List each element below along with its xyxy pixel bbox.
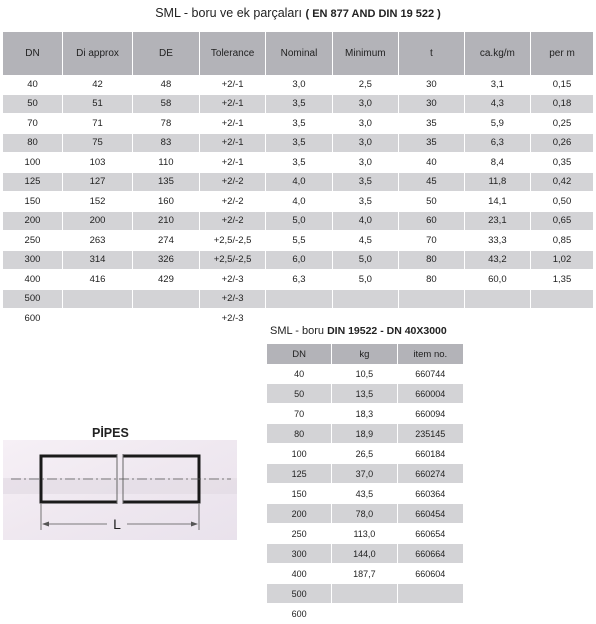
table-cell: 30 xyxy=(399,94,465,114)
table2-title-text: SML - boru xyxy=(270,325,325,337)
table-cell: +2/-2 xyxy=(199,211,265,231)
table-cell: 600 xyxy=(267,604,332,624)
table-cell: 71 xyxy=(62,114,132,134)
table-cell xyxy=(397,604,463,624)
col-de: DE xyxy=(133,32,200,75)
table-cell: 10,5 xyxy=(332,364,397,384)
table-cell: 4,0 xyxy=(266,192,332,212)
table-cell: 78 xyxy=(133,114,200,134)
table-row xyxy=(3,231,593,251)
table-cell: 429 xyxy=(133,270,200,290)
table-cell: 660654 xyxy=(397,524,463,544)
table-cell: 60,0 xyxy=(464,270,530,290)
table-cell: 40 xyxy=(267,364,332,384)
table-cell: 40 xyxy=(3,75,62,94)
table-cell: 78,0 xyxy=(332,504,397,524)
table-cell: 4,0 xyxy=(332,211,398,231)
table-cell: +2/-3 xyxy=(199,270,265,290)
table-cell: +2/-3 xyxy=(199,309,265,329)
col-item-no: item no. xyxy=(397,344,463,364)
table-cell: 135 xyxy=(133,172,200,192)
table-cell: 0,18 xyxy=(531,94,594,114)
table-cell: 500 xyxy=(3,289,62,309)
table-cell: 43,5 xyxy=(332,484,397,504)
table-cell: 70 xyxy=(3,114,62,134)
table-cell: 3,0 xyxy=(332,114,398,134)
table-cell: 45 xyxy=(399,172,465,192)
table-cell: 0,15 xyxy=(531,75,594,94)
table-cell: +2/-2 xyxy=(199,192,265,212)
col-minimum: Minimum xyxy=(332,32,398,75)
table-cell: 3,0 xyxy=(266,75,332,94)
table-cell: 103 xyxy=(62,153,132,173)
table-cell: 660004 xyxy=(397,384,463,404)
table-cell: 660664 xyxy=(397,544,463,564)
table-cell: 60 xyxy=(399,211,465,231)
table-cell: 127 xyxy=(62,172,132,192)
table-cell: 3,0 xyxy=(332,153,398,173)
table-cell: +2/-1 xyxy=(199,114,265,134)
col-di-approx: Di approx xyxy=(62,32,132,75)
table-cell: +2/-1 xyxy=(199,94,265,114)
table2-header-row xyxy=(267,344,463,364)
table-cell xyxy=(133,309,200,329)
table-row xyxy=(3,172,593,192)
table-cell: 14,1 xyxy=(464,192,530,212)
table-cell: 0,35 xyxy=(531,153,594,173)
table-cell: 250 xyxy=(267,524,332,544)
table-cell: 210 xyxy=(133,211,200,231)
table-cell: 500 xyxy=(267,584,332,604)
table-row xyxy=(267,464,463,484)
table-cell: 50 xyxy=(399,192,465,212)
table-cell: 0,85 xyxy=(531,231,594,251)
table-row xyxy=(3,250,593,270)
col-t: t xyxy=(399,32,465,75)
table-cell: 4,3 xyxy=(464,94,530,114)
table-cell: 70 xyxy=(267,404,332,424)
table-cell: 4,0 xyxy=(266,172,332,192)
pipe-diagram xyxy=(3,440,237,540)
table-row xyxy=(3,270,593,290)
table-cell: 8,4 xyxy=(464,153,530,173)
table-cell: 5,0 xyxy=(332,270,398,290)
table-cell: +2/-1 xyxy=(199,133,265,153)
table-cell xyxy=(531,289,594,309)
table-cell: 3,5 xyxy=(332,192,398,212)
table-cell: 235145 xyxy=(397,424,463,444)
table-cell: 80 xyxy=(3,133,62,153)
table-row xyxy=(3,114,593,134)
table-cell: 48 xyxy=(133,75,200,94)
table-cell: 400 xyxy=(267,564,332,584)
table-cell: 51 xyxy=(62,94,132,114)
table-cell: 5,9 xyxy=(464,114,530,134)
table-cell: 1,35 xyxy=(531,270,594,290)
table-cell: 200 xyxy=(62,211,132,231)
table-row xyxy=(267,484,463,504)
table-cell: 660604 xyxy=(397,564,463,584)
table2-title xyxy=(270,325,447,337)
table-cell: 113,0 xyxy=(332,524,397,544)
table-cell: +2/-1 xyxy=(199,75,265,94)
table-cell: 50 xyxy=(267,384,332,404)
table-cell: 58 xyxy=(133,94,200,114)
table-cell: 660364 xyxy=(397,484,463,504)
table-cell: 3,5 xyxy=(266,94,332,114)
table2-title-standard: DIN 19522 - DN 40X3000 xyxy=(327,325,447,337)
table-cell xyxy=(399,289,465,309)
table-cell: 13,5 xyxy=(332,384,397,404)
table-cell: 70 xyxy=(399,231,465,251)
table-cell: 150 xyxy=(3,192,62,212)
table-row xyxy=(3,211,593,231)
table-cell: 3,5 xyxy=(332,172,398,192)
col-kg: kg xyxy=(332,344,397,364)
table-cell: 37,0 xyxy=(332,464,397,484)
table-cell: 18,9 xyxy=(332,424,397,444)
table-cell: 660184 xyxy=(397,444,463,464)
table-cell: 187,7 xyxy=(332,564,397,584)
table-row xyxy=(3,192,593,212)
table-cell: 125 xyxy=(267,464,332,484)
table-row xyxy=(267,604,463,624)
length-label: L xyxy=(113,516,121,532)
table-row xyxy=(267,384,463,404)
table-cell: 11,8 xyxy=(464,172,530,192)
table-cell: 600 xyxy=(3,309,62,329)
table-cell: 250 xyxy=(3,231,62,251)
table-cell: 80 xyxy=(267,424,332,444)
table-cell: 42 xyxy=(62,75,132,94)
table-cell xyxy=(464,309,530,329)
col-per-m: per m xyxy=(531,32,594,75)
pipe-weight-table xyxy=(267,344,463,624)
table-cell: 50 xyxy=(3,94,62,114)
table-cell xyxy=(133,289,200,309)
table-cell: 300 xyxy=(267,544,332,564)
table-cell: 314 xyxy=(62,250,132,270)
table-cell: 35 xyxy=(399,114,465,134)
table1-title-text: SML - boru ve ek parçaları xyxy=(155,6,303,20)
table-row xyxy=(267,584,463,604)
table-cell: +2,5/-2,5 xyxy=(199,250,265,270)
table-cell: 30 xyxy=(399,75,465,94)
table-cell: 3,0 xyxy=(332,94,398,114)
table-cell: 160 xyxy=(133,192,200,212)
table-cell: 6,0 xyxy=(266,250,332,270)
table-row xyxy=(3,94,593,114)
table-cell: +2/-1 xyxy=(199,153,265,173)
col-kg-per-m: ca.kg/m xyxy=(464,32,530,75)
table-row xyxy=(3,153,593,173)
table-cell: 660274 xyxy=(397,464,463,484)
table-row xyxy=(267,504,463,524)
table-cell: 200 xyxy=(267,504,332,524)
table-cell: 26,5 xyxy=(332,444,397,464)
table-cell: 660094 xyxy=(397,404,463,424)
table-row xyxy=(267,424,463,444)
table1-header-row xyxy=(3,32,593,75)
table-row xyxy=(267,444,463,464)
col-dn: DN xyxy=(3,32,62,75)
table-cell xyxy=(62,289,132,309)
table-cell: 3,1 xyxy=(464,75,530,94)
table-cell: 0,25 xyxy=(531,114,594,134)
table-cell: 18,3 xyxy=(332,404,397,424)
table-cell xyxy=(531,309,594,329)
table1-title-standard: ( EN 877 AND DIN 19 522 ) xyxy=(305,8,441,20)
table-cell xyxy=(397,584,463,604)
table-cell: +2/-3 xyxy=(199,289,265,309)
table-cell: 23,1 xyxy=(464,211,530,231)
table-row xyxy=(3,289,593,309)
table-cell: 1,02 xyxy=(531,250,594,270)
table-cell xyxy=(464,289,530,309)
table-cell: 0,26 xyxy=(531,133,594,153)
table-row xyxy=(267,524,463,544)
diagram-grey-band xyxy=(3,478,237,494)
table-row xyxy=(3,133,593,153)
table-cell: 3,0 xyxy=(332,133,398,153)
table-cell: 5,0 xyxy=(332,250,398,270)
table1-title xyxy=(0,6,596,20)
table-cell: 35 xyxy=(399,133,465,153)
table-cell: 6,3 xyxy=(266,270,332,290)
table-row xyxy=(267,404,463,424)
table-cell: 263 xyxy=(62,231,132,251)
col-tolerance: Tolerance xyxy=(199,32,265,75)
table-cell: 144,0 xyxy=(332,544,397,564)
table-cell xyxy=(332,584,397,604)
table-cell xyxy=(266,289,332,309)
table-cell: 660454 xyxy=(397,504,463,524)
table-cell: 0,65 xyxy=(531,211,594,231)
table-row xyxy=(267,544,463,564)
table-cell: 2,5 xyxy=(332,75,398,94)
table-cell: 80 xyxy=(399,270,465,290)
table-cell xyxy=(332,289,398,309)
table-cell: 274 xyxy=(133,231,200,251)
table-cell: 3,5 xyxy=(266,114,332,134)
table-cell: 4,5 xyxy=(332,231,398,251)
table-cell: 110 xyxy=(133,153,200,173)
table-cell: 75 xyxy=(62,133,132,153)
table-cell: 125 xyxy=(3,172,62,192)
table-cell: 83 xyxy=(133,133,200,153)
table-cell: 6,3 xyxy=(464,133,530,153)
table-cell: 150 xyxy=(267,484,332,504)
table-cell: 416 xyxy=(62,270,132,290)
table-cell: 660744 xyxy=(397,364,463,384)
col-nominal: Nominal xyxy=(266,32,332,75)
table-cell: 100 xyxy=(267,444,332,464)
table-cell: 0,50 xyxy=(531,192,594,212)
table-cell: 200 xyxy=(3,211,62,231)
table-cell: 3,5 xyxy=(266,133,332,153)
table-cell: 5,5 xyxy=(266,231,332,251)
table-cell xyxy=(62,309,132,329)
table-row xyxy=(267,364,463,384)
table-row xyxy=(3,75,593,94)
fittings-spec-table xyxy=(3,32,593,329)
table-cell: 43,2 xyxy=(464,250,530,270)
pipes-label: PİPES xyxy=(92,426,129,440)
table-cell: 152 xyxy=(62,192,132,212)
table-cell: 3,5 xyxy=(266,153,332,173)
table-row xyxy=(267,564,463,584)
table-cell: 100 xyxy=(3,153,62,173)
table-cell: +2,5/-2,5 xyxy=(199,231,265,251)
col-dn: DN xyxy=(267,344,332,364)
table-cell: 0,42 xyxy=(531,172,594,192)
table-cell: 40 xyxy=(399,153,465,173)
table-cell: 400 xyxy=(3,270,62,290)
table-cell: +2/-2 xyxy=(199,172,265,192)
table-cell xyxy=(332,604,397,624)
table-cell: 300 xyxy=(3,250,62,270)
table-cell: 326 xyxy=(133,250,200,270)
table-cell: 5,0 xyxy=(266,211,332,231)
table-cell: 80 xyxy=(399,250,465,270)
table-cell: 33,3 xyxy=(464,231,530,251)
